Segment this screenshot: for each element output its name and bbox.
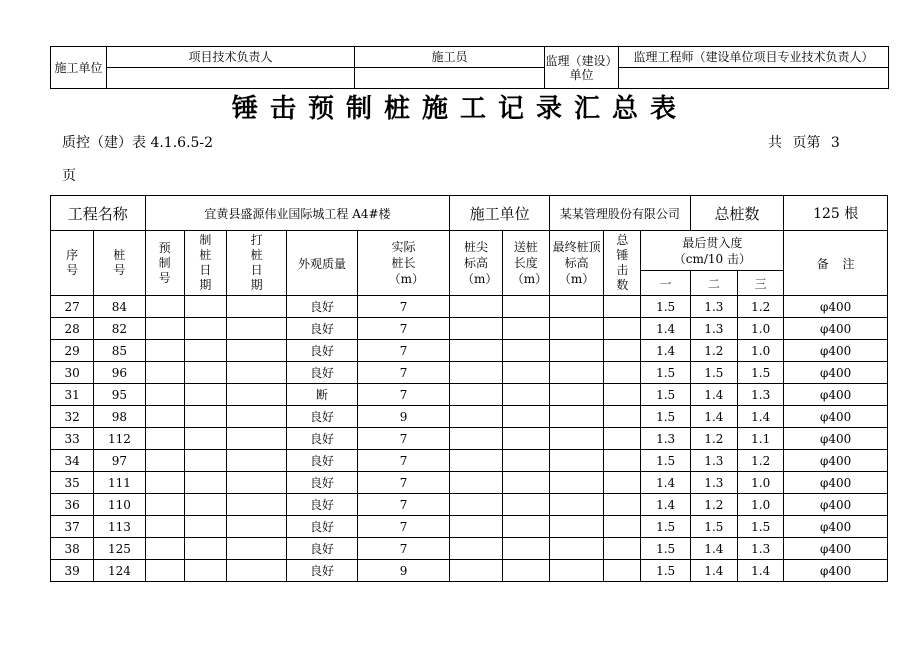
blows-cell (604, 450, 641, 472)
pen-1-cell: 1.4 (641, 494, 690, 516)
pen-1-cell: 1.4 (641, 318, 690, 340)
pen-2-cell: 1.3 (690, 296, 737, 318)
quality-cell: 良好 (287, 340, 357, 362)
pen-1-cell: 1.3 (641, 428, 690, 450)
precast-no-cell (145, 362, 184, 384)
drive-date-cell (227, 560, 287, 582)
seq-cell: 27 (51, 296, 94, 318)
length-cell: 7 (357, 472, 450, 494)
blows-cell (604, 296, 641, 318)
send-length-cell (502, 340, 549, 362)
make-date-cell (184, 318, 226, 340)
make-date-cell (184, 538, 226, 560)
seq-cell: 29 (51, 340, 94, 362)
remark-cell: φ400 (784, 296, 888, 318)
table-row (51, 516, 888, 538)
header-seq: 序号 (51, 231, 94, 296)
construction-unit-label: 施工单位 (51, 47, 107, 89)
drive-date-cell (227, 340, 287, 362)
page-title: 锤击预制桩施工记录汇总表 (231, 94, 688, 124)
header-send-length: 送桩长度（m） (502, 231, 549, 296)
quality-cell: 良好 (287, 362, 357, 384)
header-appearance: 外观质量 (287, 231, 357, 296)
pen-3-cell: 1.3 (738, 538, 784, 560)
send-length-cell (502, 538, 549, 560)
length-cell: 7 (357, 318, 450, 340)
remark-cell: φ400 (784, 472, 888, 494)
send-length-cell (502, 406, 549, 428)
page-info-tail: 页 (62, 168, 76, 184)
blows-cell (604, 406, 641, 428)
top-elev-cell (549, 560, 603, 582)
precast-no-cell (145, 318, 184, 340)
pen-2-cell: 1.4 (690, 406, 737, 428)
pen-1-cell: 1.5 (641, 538, 690, 560)
header-total-blows: 总锤击数 (604, 231, 641, 296)
top-elev-cell (549, 296, 603, 318)
send-length-cell (502, 296, 549, 318)
length-cell: 7 (357, 428, 450, 450)
quality-cell: 良好 (287, 538, 357, 560)
top-elev-cell (549, 318, 603, 340)
precast-no-cell (145, 384, 184, 406)
tip-elev-cell (450, 318, 502, 340)
page-info: 共 页第 3 (768, 135, 840, 151)
pen-3-cell: 1.5 (738, 362, 784, 384)
precast-no-cell (145, 516, 184, 538)
seq-cell: 31 (51, 384, 94, 406)
blows-cell (604, 516, 641, 538)
blows-cell (604, 494, 641, 516)
header-precast-no: 预制号 (145, 231, 184, 296)
length-cell: 7 (357, 494, 450, 516)
pile-no-cell: 98 (94, 406, 145, 428)
table-row (51, 428, 888, 450)
send-length-cell (502, 516, 549, 538)
send-length-cell (502, 494, 549, 516)
make-date-cell (184, 406, 226, 428)
table-row (51, 538, 888, 560)
quality-cell: 良好 (287, 560, 357, 582)
pen-2-cell: 1.3 (690, 318, 737, 340)
remark-cell: φ400 (784, 406, 888, 428)
make-date-cell (184, 362, 226, 384)
top-elev-cell (549, 340, 603, 362)
technical-lead-label: 项目技术负责人 (107, 47, 355, 68)
drive-date-cell (227, 516, 287, 538)
drive-date-cell (227, 450, 287, 472)
precast-no-cell (145, 472, 184, 494)
seq-cell: 36 (51, 494, 94, 516)
pile-no-cell: 97 (94, 450, 145, 472)
pen-2-cell: 1.3 (690, 472, 737, 494)
technical-lead-signature[interactable] (107, 68, 355, 89)
seq-cell: 33 (51, 428, 94, 450)
send-length-cell (502, 384, 549, 406)
top-elev-cell (549, 362, 603, 384)
project-name-label: 工程名称 (51, 196, 146, 231)
precast-no-cell (145, 450, 184, 472)
signature-table (50, 46, 889, 89)
header-remarks: 备 注 (784, 231, 888, 296)
precast-no-cell (145, 406, 184, 428)
pen-3-cell: 1.2 (738, 450, 784, 472)
header-actual-length: 实际桩长（m） (357, 231, 450, 296)
length-cell: 7 (357, 362, 450, 384)
pen-2-cell: 1.4 (690, 560, 737, 582)
header-pile-no: 桩号 (94, 231, 145, 296)
pen-3-cell: 1.0 (738, 472, 784, 494)
table-row (51, 472, 888, 494)
pile-record-table (50, 195, 888, 582)
drive-date-cell (227, 494, 287, 516)
pile-no-cell: 84 (94, 296, 145, 318)
table-row (51, 318, 888, 340)
pile-no-cell: 125 (94, 538, 145, 560)
pen-3-cell: 1.0 (738, 340, 784, 362)
tip-elev-cell (450, 560, 502, 582)
make-date-cell (184, 384, 226, 406)
top-elev-cell (549, 384, 603, 406)
length-cell: 9 (357, 406, 450, 428)
pen-2-cell: 1.5 (690, 516, 737, 538)
pen-1-cell: 1.5 (641, 296, 690, 318)
pen-1-cell: 1.5 (641, 406, 690, 428)
tip-elev-cell (450, 406, 502, 428)
pen-1-cell: 1.5 (641, 450, 690, 472)
blows-cell (604, 538, 641, 560)
pen-3-cell: 1.1 (738, 428, 784, 450)
make-date-cell (184, 428, 226, 450)
blows-cell (604, 340, 641, 362)
quality-cell: 良好 (287, 494, 357, 516)
tip-elev-cell (450, 538, 502, 560)
top-elev-cell (549, 538, 603, 560)
tip-elev-cell (450, 450, 502, 472)
drive-date-cell (227, 538, 287, 560)
drive-date-cell (227, 296, 287, 318)
header-pen-3: 三 (738, 271, 784, 296)
remark-cell: φ400 (784, 362, 888, 384)
blows-cell (604, 428, 641, 450)
pen-1-cell: 1.5 (641, 560, 690, 582)
pile-no-cell: 112 (94, 428, 145, 450)
length-cell: 7 (357, 340, 450, 362)
pen-2-cell: 1.4 (690, 538, 737, 560)
table-row (51, 362, 888, 384)
pile-no-cell: 113 (94, 516, 145, 538)
precast-no-cell (145, 428, 184, 450)
send-length-cell (502, 362, 549, 384)
pen-3-cell: 1.0 (738, 494, 784, 516)
pen-3-cell: 1.4 (738, 406, 784, 428)
make-date-cell (184, 472, 226, 494)
tip-elev-cell (450, 340, 502, 362)
pen-1-cell: 1.4 (641, 472, 690, 494)
supervising-engineer-label: 监理工程师（建设单位项目专业技术负责人） (619, 47, 889, 68)
table-row (51, 340, 888, 362)
seq-cell: 35 (51, 472, 94, 494)
top-elev-cell (549, 472, 603, 494)
table-row (51, 296, 888, 318)
top-elev-cell (549, 428, 603, 450)
table-row (51, 494, 888, 516)
table-row (51, 406, 888, 428)
quality-cell: 良好 (287, 406, 357, 428)
table-row (51, 560, 888, 582)
top-elev-cell (549, 494, 603, 516)
pile-no-cell: 96 (94, 362, 145, 384)
remark-cell: φ400 (784, 318, 888, 340)
send-length-cell (502, 450, 549, 472)
blows-cell (604, 472, 641, 494)
form-number: 质控（建）表 4.1.6.5-2 (62, 135, 214, 151)
pen-2-cell: 1.4 (690, 384, 737, 406)
quality-cell: 良好 (287, 296, 357, 318)
seq-cell: 32 (51, 406, 94, 428)
remark-cell: φ400 (784, 450, 888, 472)
pen-2-cell: 1.5 (690, 362, 737, 384)
drive-date-cell (227, 406, 287, 428)
seq-cell: 30 (51, 362, 94, 384)
drive-date-cell (227, 472, 287, 494)
header-make-date: 制桩日期 (184, 231, 226, 296)
length-cell: 7 (357, 516, 450, 538)
remark-cell: φ400 (784, 384, 888, 406)
pen-1-cell: 1.5 (641, 384, 690, 406)
precast-no-cell (145, 560, 184, 582)
pen-1-cell: 1.5 (641, 516, 690, 538)
total-piles-label: 总桩数 (690, 196, 784, 231)
pen-2-cell: 1.2 (690, 340, 737, 362)
drive-date-cell (227, 362, 287, 384)
pen-3-cell: 1.0 (738, 318, 784, 340)
send-length-cell (502, 472, 549, 494)
send-length-cell (502, 428, 549, 450)
length-cell: 9 (357, 560, 450, 582)
tip-elev-cell (450, 428, 502, 450)
table-row (51, 384, 888, 406)
header-pen-2: 二 (690, 271, 737, 296)
precast-no-cell (145, 296, 184, 318)
top-elev-cell (549, 450, 603, 472)
blows-cell (604, 362, 641, 384)
pen-2-cell: 1.2 (690, 428, 737, 450)
total-piles-value: 125 根 (784, 196, 888, 231)
header-penetration: 最后贯入度（cm/10 击） (641, 231, 784, 271)
remark-cell: φ400 (784, 516, 888, 538)
length-cell: 7 (357, 384, 450, 406)
precast-no-cell (145, 538, 184, 560)
pile-no-cell: 82 (94, 318, 145, 340)
quality-cell: 断 (287, 384, 357, 406)
seq-cell: 37 (51, 516, 94, 538)
make-date-cell (184, 494, 226, 516)
make-date-cell (184, 516, 226, 538)
pen-2-cell: 1.2 (690, 494, 737, 516)
quality-cell: 良好 (287, 428, 357, 450)
construction-unit-field-value: 某某管理股份有限公司 (549, 196, 690, 231)
pile-no-cell: 124 (94, 560, 145, 582)
seq-cell: 39 (51, 560, 94, 582)
pile-no-cell: 95 (94, 384, 145, 406)
project-name-value: 宜黄县盛源伟业国际城工程 A4#楼 (145, 196, 450, 231)
seq-cell: 38 (51, 538, 94, 560)
header-tip-elevation: 桩尖标高（m） (450, 231, 502, 296)
top-elev-cell (549, 516, 603, 538)
drive-date-cell (227, 318, 287, 340)
header-drive-date: 打桩日期 (227, 231, 287, 296)
tip-elev-cell (450, 296, 502, 318)
tip-elev-cell (450, 516, 502, 538)
pen-1-cell: 1.5 (641, 362, 690, 384)
pile-no-cell: 110 (94, 494, 145, 516)
pen-3-cell: 1.4 (738, 560, 784, 582)
send-length-cell (502, 560, 549, 582)
pen-3-cell: 1.5 (738, 516, 784, 538)
blows-cell (604, 318, 641, 340)
make-date-cell (184, 560, 226, 582)
remark-cell: φ400 (784, 428, 888, 450)
header-top-elevation: 最终桩顶标高（m） (549, 231, 603, 296)
make-date-cell (184, 296, 226, 318)
seq-cell: 28 (51, 318, 94, 340)
remark-cell: φ400 (784, 340, 888, 362)
table-row (51, 450, 888, 472)
constructor-signature[interactable] (355, 68, 545, 89)
pile-no-cell: 85 (94, 340, 145, 362)
supervision-unit-label: 监理（建设）单位 (545, 47, 619, 89)
supervising-engineer-signature[interactable] (619, 68, 889, 89)
construction-unit-field-label: 施工单位 (450, 196, 550, 231)
precast-no-cell (145, 340, 184, 362)
drive-date-cell (227, 428, 287, 450)
constructor-label: 施工员 (355, 47, 545, 68)
send-length-cell (502, 318, 549, 340)
pen-3-cell: 1.2 (738, 296, 784, 318)
top-elev-cell (549, 406, 603, 428)
precast-no-cell (145, 494, 184, 516)
blows-cell (604, 560, 641, 582)
pile-no-cell: 111 (94, 472, 145, 494)
length-cell: 7 (357, 296, 450, 318)
remark-cell: φ400 (784, 494, 888, 516)
header-pen-1: 一 (641, 271, 690, 296)
quality-cell: 良好 (287, 472, 357, 494)
remark-cell: φ400 (784, 560, 888, 582)
make-date-cell (184, 340, 226, 362)
drive-date-cell (227, 384, 287, 406)
tip-elev-cell (450, 472, 502, 494)
remark-cell: φ400 (784, 538, 888, 560)
pen-3-cell: 1.3 (738, 384, 784, 406)
quality-cell: 良好 (287, 318, 357, 340)
blows-cell (604, 384, 641, 406)
length-cell: 7 (357, 450, 450, 472)
seq-cell: 34 (51, 450, 94, 472)
tip-elev-cell (450, 362, 502, 384)
tip-elev-cell (450, 494, 502, 516)
tip-elev-cell (450, 384, 502, 406)
pen-2-cell: 1.3 (690, 450, 737, 472)
quality-cell: 良好 (287, 450, 357, 472)
length-cell: 7 (357, 538, 450, 560)
pen-1-cell: 1.4 (641, 340, 690, 362)
make-date-cell (184, 450, 226, 472)
quality-cell: 良好 (287, 516, 357, 538)
